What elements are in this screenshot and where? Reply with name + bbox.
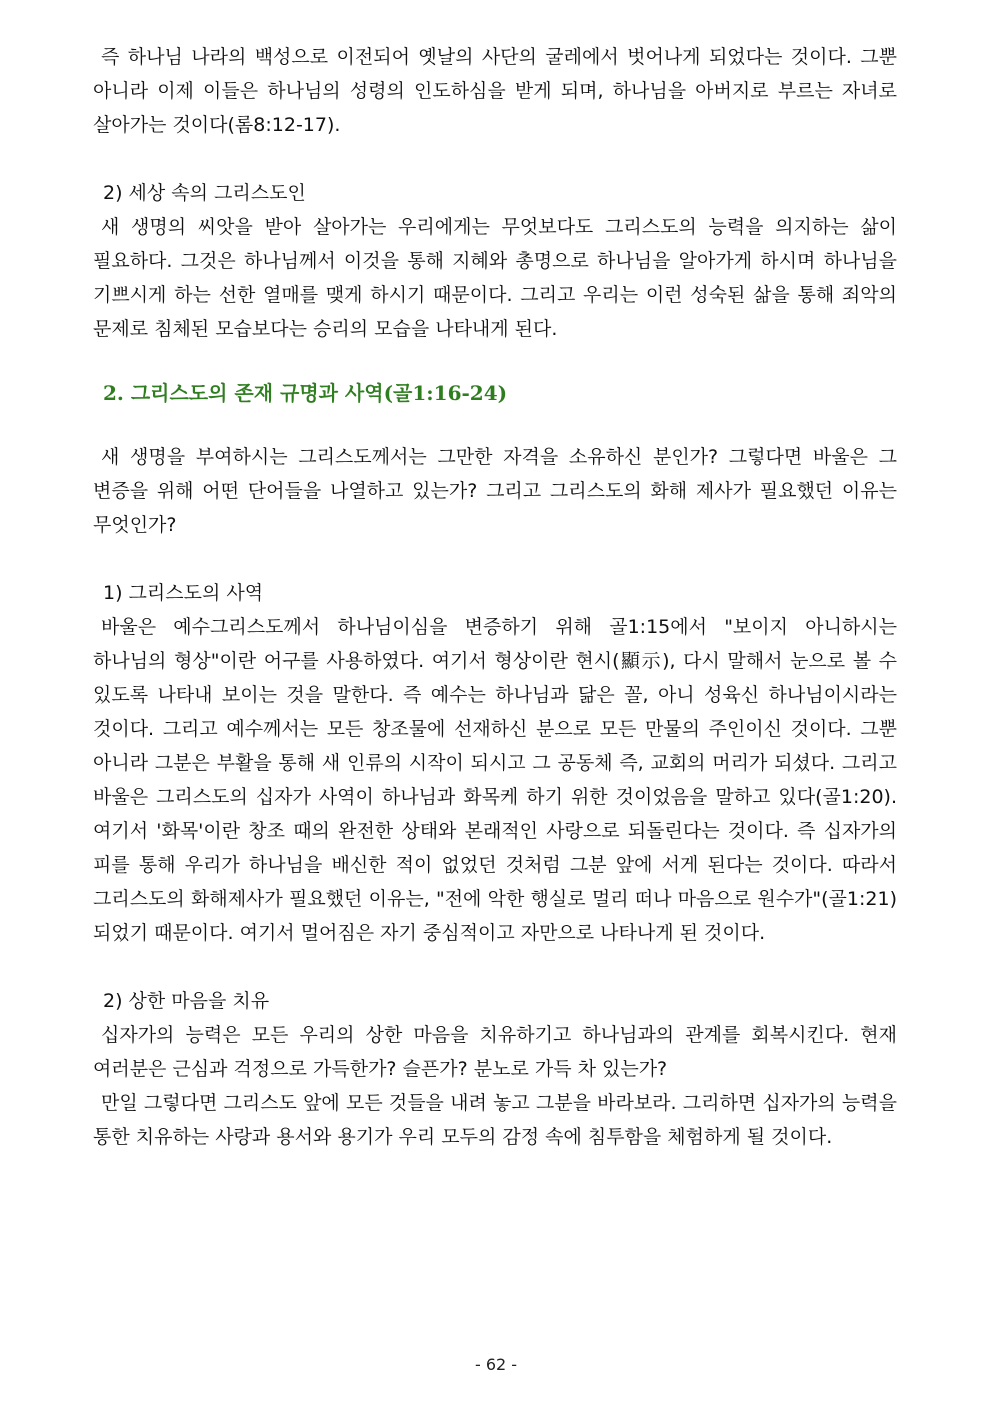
paragraph-christian-in-world: 새 생명의 씨앗을 받아 살아가는 우리에게는 무엇보다도 그리스도의 능력을 의지하는 삶이 필요하다. 그것은 하나님께서 이것을 통해 지혜와 총명으로 하나님을 알아가게 하시며 하나님을 기쁘시게 하는 선한 열매를 맺게 하시기 때문이다. 그리고 우리는 이런 성숙된 삶을 통해 죄악의 문제로 침체된 모습보다는 승리의 모습을 나타내게 된다. bbox=[93, 216, 897, 340]
subheading-healing: 2) 상한 마음을 치유 bbox=[103, 990, 270, 1012]
spacer bbox=[93, 542, 897, 576]
section-heading-2: 2. 그리스도의 존재 규명과 사역(골1:16-24) bbox=[103, 381, 508, 405]
paragraph-christ-ministry: 바울은 예수그리스도께서 하나님이심을 변증하기 위해 골1:15에서 "보이지 아니하시는 하나님의 형상"이란 어구를 사용하였다. 여기서 형상이란 현시(顯示), 다시 말해서 눈으로 볼 수 있도록 나타내 보이는 것을 말한다. 즉 예수는 하나님과 닮은 꼴, 아니 성육신 하나님이시라는 것이다. 그리고 예수께서는 모든 창조물에 선재하신 분으로 모든 만물의 주인이신 것이다. 그뿐 아니라 그분은 부활을 통해 새 인류의 시작이 되시고 그 공동체 즉, 교회의 머리가 되셨다. 그리고 바울은 그리스도의 십자가 사역이 하나님과 화목케 하기 위한 것이었음을 말하고 있다(골1:20). 여기서 '화목'이란 창조 때의 완전한 상태와 본래적인 사랑으로 되돌린다는 것이다. 즉 십자가의 피를 통해 우리가 하나님을 배신한 적이 없었던 것처럼 그분 앞에 서게 된다는 것이다. 따라서 그리스도의 화해제사가 필요했던 이유는, "전에 악한 행실로 멀리 떠나 마음으로 원수가"(골1:21) 되었기 때문이다. 여기서 멀어짐은 자기 중심적이고 자만으로 나타나게 된 것이다. bbox=[93, 616, 897, 944]
subheading-christian-in-world: 2) 세상 속의 그리스도인 bbox=[103, 182, 306, 204]
subheading-christ-ministry: 1) 그리스도의 사역 bbox=[103, 582, 264, 604]
page-number: - 62 - bbox=[474, 1355, 518, 1374]
spacer bbox=[93, 346, 897, 376]
paragraph-intro: 즉 하나님 나라의 백성으로 이전되어 옛날의 사단의 굴레에서 벗어나게 되었다는 것이다. 그뿐 아니라 이제 이들은 하나님의 성령의 인도하심을 받게 되며, 하나님을 아버지로 부르는 자녀로 살아가는 것이다(롬8:12-17). bbox=[93, 46, 897, 136]
paragraph-healing-2: 만일 그렇다면 그리스도 앞에 모든 것들을 내려 놓고 그분을 바라보라. 그리하면 십자가의 능력을 통한 치유하는 사랑과 용서와 용기가 우리 모두의 감정 속에 침투함을 체험하게 될 것이다. bbox=[93, 1092, 897, 1148]
paragraph-section-intro: 새 생명을 부여하시는 그리스도께서는 그만한 자격을 소유하신 분인가? 그렇다면 바울은 그 변증을 위해 어떤 단어들을 나열하고 있는가? 그리고 그리스도의 화해 제사가 필요했던 이유는 무엇인가? bbox=[93, 446, 897, 536]
document-page bbox=[93, 40, 897, 1154]
spacer bbox=[93, 142, 897, 176]
spacer bbox=[93, 410, 897, 440]
paragraph-healing-1: 십자가의 능력은 모든 우리의 상한 마음을 치유하기고 하나님과의 관계를 회복시킨다. 현재 여러분은 근심과 걱정으로 가득한가? 슬픈가? 분노로 가득 차 있는가? bbox=[93, 1024, 897, 1080]
spacer bbox=[93, 950, 897, 984]
